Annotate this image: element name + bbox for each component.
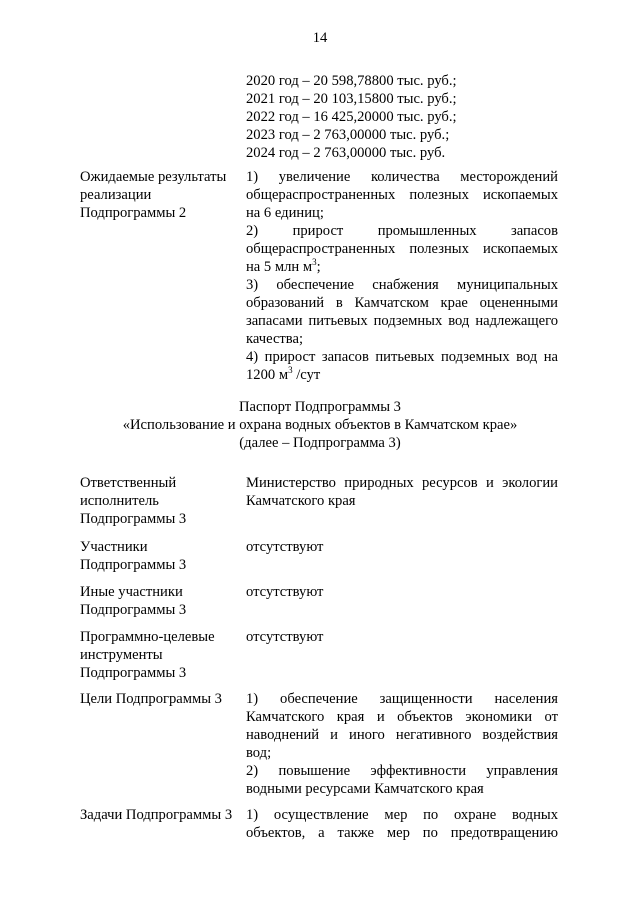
funding-line-2021: 2021 год – 20 103,15800 тыс. руб.; xyxy=(246,91,457,107)
text-line: образований в Камчатском крае оцененными xyxy=(246,295,558,311)
goals-value xyxy=(246,690,558,798)
participants-value: отсутствуют xyxy=(246,539,324,555)
text-line: на 5 млн $м^3$; xyxy=(246,257,321,275)
funding-line-2022: 2022 год – 16 425,20000 тыс. руб.; xyxy=(246,109,457,125)
label-line: Задачи Подпрограммы 3 xyxy=(80,807,233,823)
funding-block xyxy=(246,72,457,162)
label-line: Цели Подпрограммы 3 xyxy=(80,691,222,707)
other-participants-label xyxy=(80,583,250,619)
label-line: инструменты xyxy=(80,647,163,663)
label-line: Программно-целевые xyxy=(80,629,215,645)
goals-label xyxy=(80,690,250,708)
text-line: наводнений и иного негативного воздействия xyxy=(246,727,558,743)
text-line: Камчатского края xyxy=(246,493,356,509)
text-line: 1) обеспечение защищенности населения xyxy=(246,691,558,707)
text-line: 3) обеспечение снабжения муниципальных xyxy=(246,277,558,293)
text-line: водными ресурсами Камчатского края xyxy=(246,781,484,797)
tasks-value xyxy=(246,806,558,842)
label-line: Ответственный xyxy=(80,475,177,491)
passport-heading xyxy=(0,398,640,452)
text-line: вод; xyxy=(246,745,272,761)
text-line: объектов, а также мер по предотвращению xyxy=(246,825,558,841)
text-line: общераспространенных полезных ископаемых xyxy=(246,187,558,203)
text-line: 1) увеличение количества месторождений xyxy=(246,169,558,185)
program-tools-label xyxy=(80,628,250,682)
passport-subtitle: «Использование и охрана водных объектов в Камчатском крае» xyxy=(122,417,518,433)
funding-line-2020: 2020 год – 20 598,78800 тыс. руб.; xyxy=(246,73,457,89)
expected-results-value xyxy=(246,168,558,384)
label-line: Иные участники xyxy=(80,584,183,600)
text-line: 4) прирост запасов питьевых подземных вод на xyxy=(246,349,558,365)
other-participants-value: отсутствуют xyxy=(246,584,324,600)
label-line: исполнитель xyxy=(80,493,159,509)
label-line: Участники xyxy=(80,539,148,555)
label-line: Подпрограммы 3 xyxy=(80,511,187,527)
text-line: Министерство природных ресурсов и экологии xyxy=(246,475,558,491)
funding-line-2024: 2024 год – 2 763,00000 тыс. руб. xyxy=(246,145,446,161)
label-line: Подпрограммы 2 xyxy=(80,205,187,221)
text-line: 2) прирост промышленных запасов xyxy=(246,223,558,239)
text-line: качества; xyxy=(246,331,304,347)
tasks-label xyxy=(80,806,250,824)
passport-note: (далее – Подпрограмма 3) xyxy=(239,435,401,451)
expected-results-label xyxy=(80,168,250,222)
responsible-value xyxy=(246,474,558,510)
text-line: 1200 $м^3$ /сут xyxy=(246,365,321,383)
text-line: Камчатского края и объектов экономики от xyxy=(246,709,558,725)
text-line: 2) повышение эффективности управления xyxy=(246,763,558,779)
funding-line-2023: 2023 год – 2 763,00000 тыс. руб.; xyxy=(246,127,450,143)
responsible-label xyxy=(80,474,250,528)
text-line: запасами питьевых подземных вод надлежащего xyxy=(246,313,558,329)
label-line: Подпрограммы 3 xyxy=(80,602,187,618)
label-line: Ожидаемые результаты xyxy=(80,169,227,185)
text-line: общераспространенных полезных ископаемых xyxy=(246,241,558,257)
label-line: Подпрограммы 3 xyxy=(80,557,187,573)
page-number: 14 xyxy=(312,30,328,46)
label-line: Подпрограммы 3 xyxy=(80,665,187,681)
passport-title: Паспорт Подпрограммы 3 xyxy=(239,399,401,415)
label-line: реализации xyxy=(80,187,152,203)
program-tools-value: отсутствуют xyxy=(246,629,324,645)
text-line: 1) осуществление мер по охране водных xyxy=(246,807,558,823)
participants-label xyxy=(80,538,250,574)
text-line: на 6 единиц; xyxy=(246,205,324,221)
